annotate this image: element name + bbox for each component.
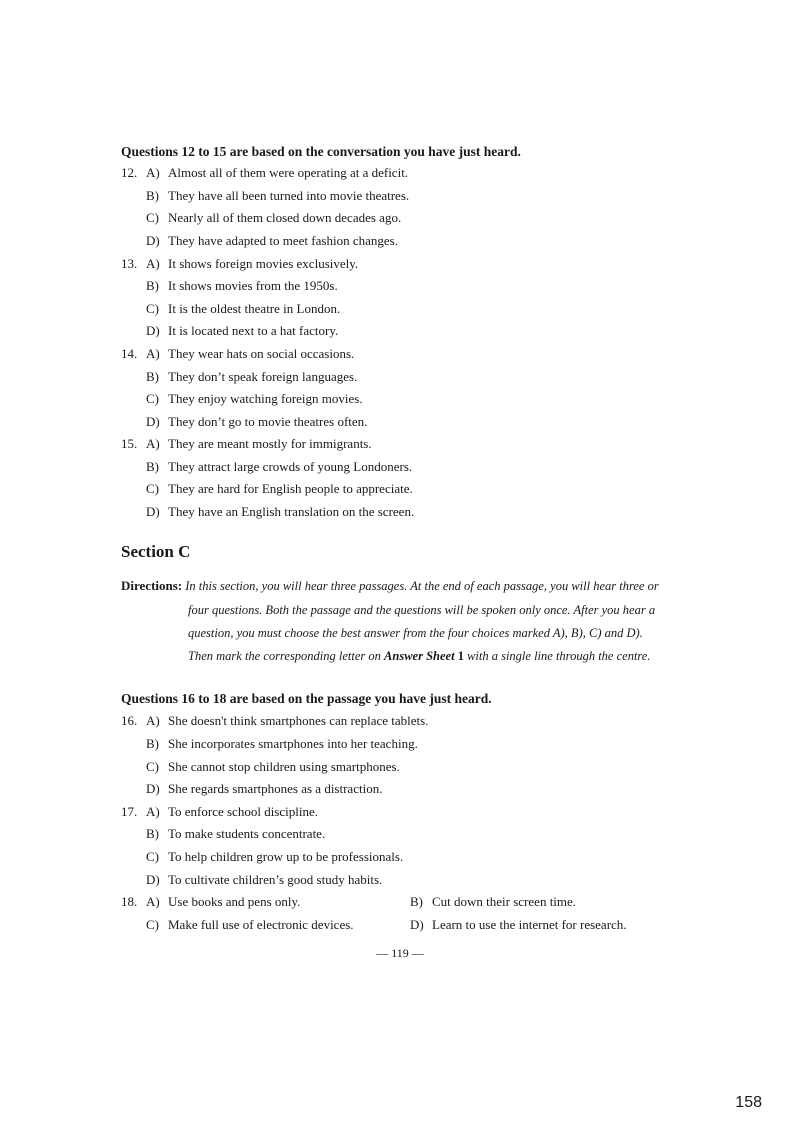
option-text: They don’t go to movie theatres often. xyxy=(168,414,368,429)
option-text: To cultivate children’s good study habits. xyxy=(168,872,383,887)
directions-text: In this section, you will hear three passages. At the end of each passage, you will hear three or xyxy=(185,579,659,593)
option-letter: A) xyxy=(146,804,160,819)
question-15-option-a xyxy=(121,436,372,452)
option-letter: A) xyxy=(146,165,160,180)
question-number: 17. xyxy=(121,804,138,819)
option-letter: D) xyxy=(146,233,160,248)
question-14-option-a xyxy=(121,346,354,362)
option-letter: D) xyxy=(146,872,160,887)
question-17-option-c xyxy=(146,849,403,865)
option-letter: C) xyxy=(146,759,159,774)
option-text: They are hard for English people to appreciate. xyxy=(168,481,413,496)
option-letter: B) xyxy=(146,459,159,474)
question-18-option-b xyxy=(410,894,576,910)
directions-line-2: four questions. Both the passage and the questions will be spoken only once. After you hear a xyxy=(188,603,656,617)
option-text: To help children grow up to be professionals. xyxy=(168,849,404,864)
option-text: To make students concentrate. xyxy=(168,826,326,841)
option-text: It shows movies from the 1950s. xyxy=(168,278,338,293)
option-text: They attract large crowds of young Londoners. xyxy=(168,459,413,474)
option-letter: C) xyxy=(146,849,159,864)
option-letter: B) xyxy=(146,188,159,203)
option-text: They don’t speak foreign languages. xyxy=(168,369,358,384)
option-letter: A) xyxy=(146,436,160,451)
section-title: Section C xyxy=(121,542,191,561)
directions-line-3: question, you must choose the best answer from the four choices marked A), B), C) and D). xyxy=(188,626,643,640)
option-letter: C) xyxy=(146,917,159,932)
question-12-option-b xyxy=(146,188,409,204)
option-text: They wear hats on social occasions. xyxy=(168,346,355,361)
directions-line-4 xyxy=(188,648,651,664)
option-text: Make full use of electronic devices. xyxy=(168,917,354,932)
question-14-option-c xyxy=(146,391,363,407)
question-13-option-a xyxy=(121,256,358,272)
question-number: 18. xyxy=(121,894,138,909)
option-text: They enjoy watching foreign movies. xyxy=(168,391,363,406)
question-18-option-a xyxy=(121,894,300,910)
option-text: To enforce school discipline. xyxy=(168,804,318,819)
question-15-option-c xyxy=(146,481,413,497)
question-16-option-a xyxy=(121,713,428,729)
option-letter: D) xyxy=(146,414,160,429)
question-number: 13. xyxy=(121,256,138,271)
option-letter: D) xyxy=(146,504,160,519)
question-12-option-d xyxy=(146,233,398,249)
directions-text: Then mark the corresponding letter on xyxy=(188,649,385,663)
option-letter: B) xyxy=(410,894,423,909)
option-letter: C) xyxy=(146,391,159,406)
answer-sheet-number: 1 xyxy=(457,649,464,663)
option-text: She incorporates smartphones into her teaching. xyxy=(168,736,418,751)
question-15-option-b xyxy=(146,459,412,475)
option-letter: D) xyxy=(146,781,160,796)
question-16-option-d xyxy=(146,781,382,797)
group-title-16-18: Questions 16 to 18 are based on the passage you have just heard. xyxy=(121,691,492,706)
question-number: 15. xyxy=(121,436,138,451)
option-letter: C) xyxy=(146,481,159,496)
corner-page-number: 158 xyxy=(735,1094,762,1111)
question-number: 12. xyxy=(121,165,138,180)
question-13-option-c xyxy=(146,301,340,317)
option-letter: A) xyxy=(146,894,160,909)
directions-line-1 xyxy=(121,578,659,594)
question-number: 14. xyxy=(121,346,138,361)
question-16-option-c xyxy=(146,759,400,775)
option-letter: B) xyxy=(146,826,159,841)
option-letter: A) xyxy=(146,346,160,361)
option-letter: B) xyxy=(146,278,159,293)
directions-label: Directions: xyxy=(121,578,183,593)
option-text: They have an English translation on the screen. xyxy=(168,504,415,519)
question-14-option-d xyxy=(146,414,367,430)
question-15-option-d xyxy=(146,504,414,520)
question-16-option-b xyxy=(146,736,418,752)
option-letter: C) xyxy=(146,210,159,225)
option-text: Learn to use the internet for research. xyxy=(432,917,627,932)
option-text: Almost all of them were operating at a deficit. xyxy=(168,165,409,180)
option-letter: B) xyxy=(146,736,159,751)
question-13-option-d xyxy=(146,323,338,339)
option-text: It is the oldest theatre in London. xyxy=(168,301,341,316)
question-17-option-d xyxy=(146,872,382,888)
option-letter: D) xyxy=(410,917,424,932)
question-17-option-b xyxy=(146,826,325,842)
question-12-option-a xyxy=(121,165,408,181)
question-12-option-c xyxy=(146,210,401,226)
group-title-12-15: Questions 12 to 15 are based on the conversation you have just heard. xyxy=(121,144,521,159)
directions-text: with a single line through the centre. xyxy=(463,649,651,663)
question-number: 16. xyxy=(121,713,138,728)
option-text: It shows foreign movies exclusively. xyxy=(168,256,359,271)
option-text: Cut down their screen time. xyxy=(432,894,577,909)
question-18-option-c xyxy=(146,917,354,933)
option-text: They have adapted to meet fashion changes. xyxy=(168,233,398,248)
answer-sheet-label: Answer Sheet xyxy=(384,649,455,663)
page-number: — 119 — xyxy=(376,946,424,960)
question-17-option-a xyxy=(121,804,318,820)
option-text: She regards smartphones as a distraction. xyxy=(168,781,383,796)
option-letter: B) xyxy=(146,369,159,384)
question-18-option-d xyxy=(410,917,627,933)
question-14-option-b xyxy=(146,369,357,385)
option-text: They have all been turned into movie theatres. xyxy=(168,188,410,203)
option-text: Use books and pens only. xyxy=(168,894,301,909)
option-letter: C) xyxy=(146,301,159,316)
option-text: Nearly all of them closed down decades ago. xyxy=(168,210,402,225)
option-text: It is located next to a hat factory. xyxy=(168,323,339,338)
question-13-option-b xyxy=(146,278,338,294)
option-letter: A) xyxy=(146,256,160,271)
option-text: She doesn't think smartphones can replace tablets. xyxy=(168,713,429,728)
option-text: She cannot stop children using smartphones. xyxy=(168,759,400,774)
option-letter: D) xyxy=(146,323,160,338)
option-letter: A) xyxy=(146,713,160,728)
option-text: They are meant mostly for immigrants. xyxy=(168,436,372,451)
